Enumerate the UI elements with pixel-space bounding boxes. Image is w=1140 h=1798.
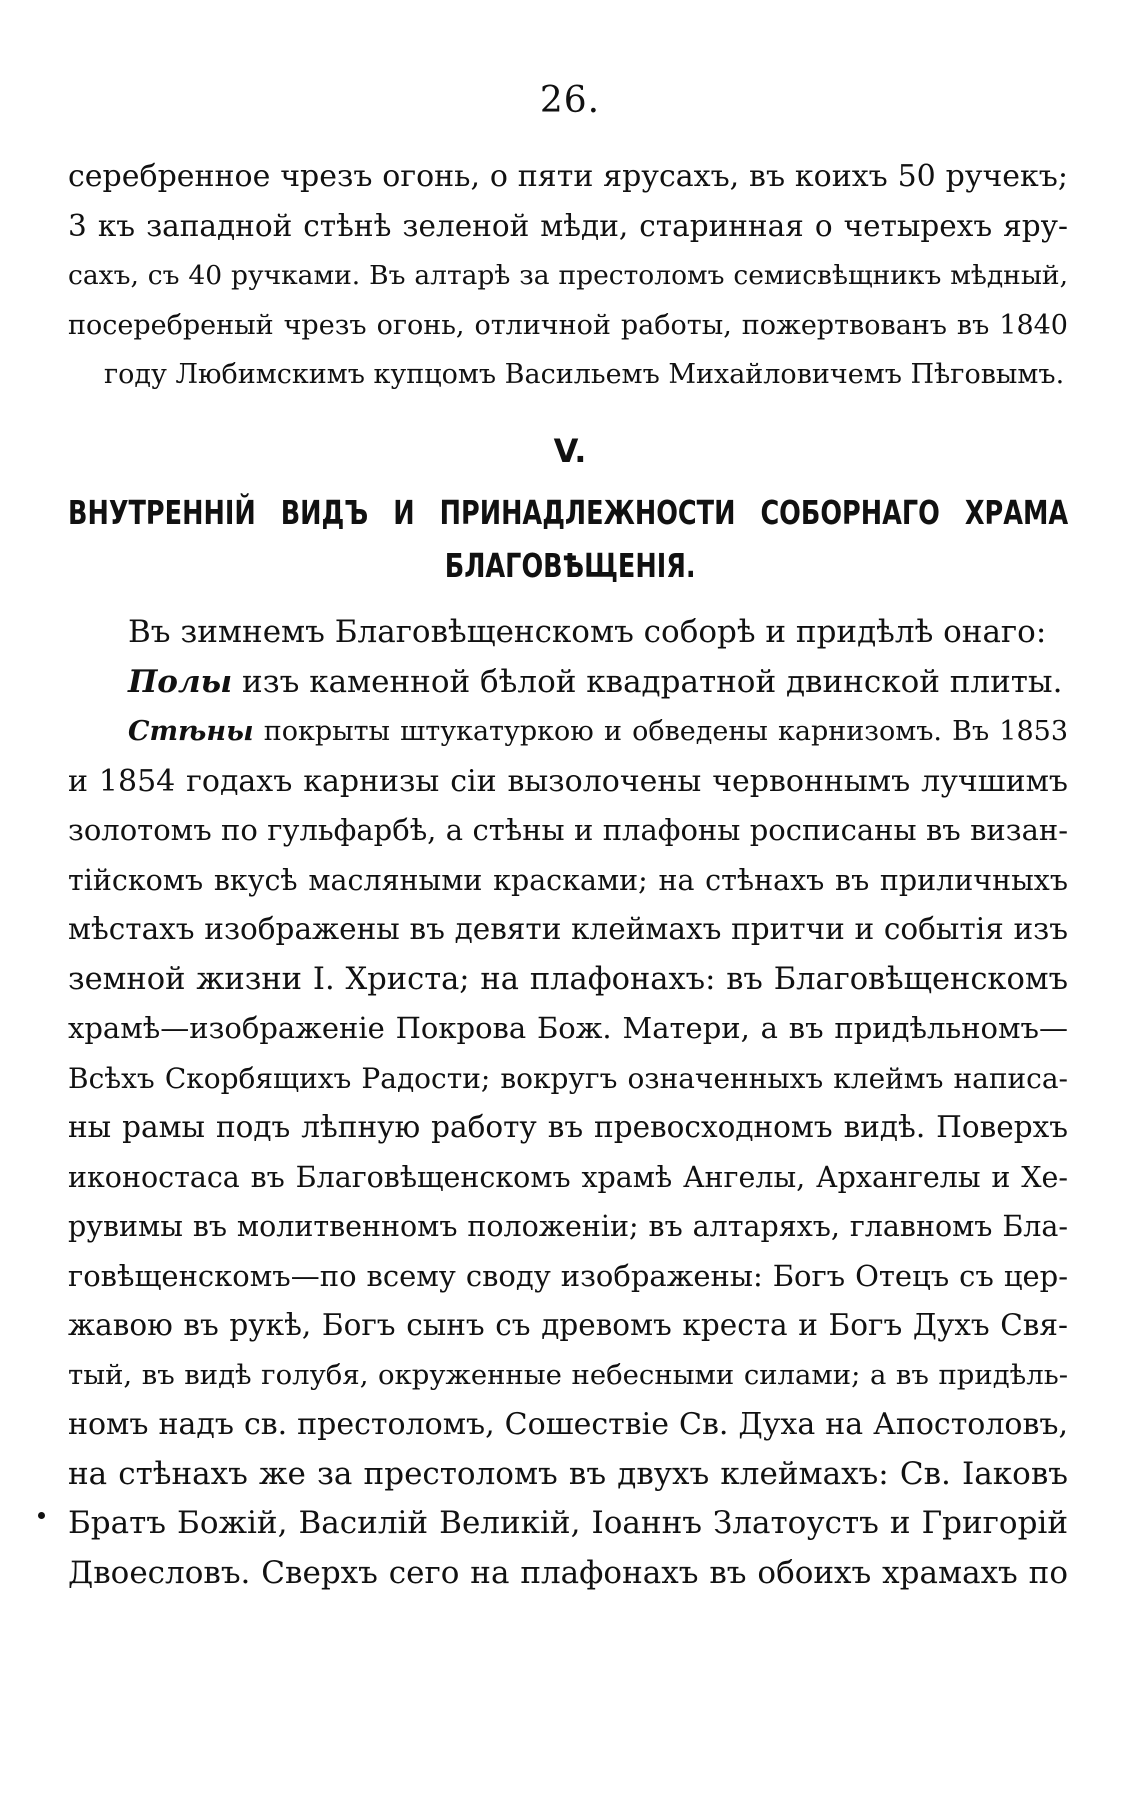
text-line: году Любимскимъ купцомъ Васильемъ Михайловичемъ Пѣговымъ. bbox=[104, 359, 1065, 390]
text-line: серебренное чрезъ огонь, о пяти ярусахъ, въ коихъ 50 ручекъ; bbox=[68, 159, 1068, 194]
text-line: мѣстахъ изображены въ девяти клеймахъ притчи и событія изъ bbox=[68, 912, 1068, 946]
text-line: ны рамы подъ лѣпную работу въ превосходномъ видѣ. Поверхъ bbox=[68, 1110, 1068, 1144]
walls-term: Стѣны bbox=[128, 716, 254, 747]
text-line: Двоесловъ. Сверхъ сего на плафонахъ въ обоихъ храмахъ по bbox=[68, 1554, 1068, 1591]
margin-mark bbox=[38, 1512, 45, 1519]
text-line: сахъ, съ 40 ручками. Въ алтарѣ за престоломъ семисвѣщникъ мѣдный, bbox=[68, 260, 1068, 291]
walls-text: покрыты штукатуркою и обведены карнизомъ. Въ 1853 bbox=[253, 716, 1068, 747]
text-line: жавою въ рукѣ, Богъ сынъ съ древомъ креста и Богъ Духъ Свя- bbox=[68, 1308, 1068, 1342]
floors-line bbox=[68, 658, 1068, 708]
floors-term: Полы bbox=[128, 663, 233, 700]
text-line: Всѣхъ Скорбящихъ Радости; вокругъ означенныхъ клеймъ написа- bbox=[68, 1061, 1068, 1095]
text-line: 3 къ западной стѣнѣ зеленой мѣди, старинная о четырехъ яру- bbox=[68, 208, 1068, 243]
text-line: Братъ Божій, Василій Великій, Іоаннъ Златоустъ и Григорій bbox=[68, 1505, 1068, 1541]
text-line: тый, въ видѣ голубя, окруженные небесными силами; а въ придѣль- bbox=[68, 1358, 1068, 1391]
section-title-line: БЛАГОВѢЩЕНІЯ. bbox=[444, 546, 696, 585]
intro-line: Въ зимнемъ Благовѣщенскомъ соборѣ и придѣлѣ онаго: bbox=[128, 614, 1047, 650]
text-line: тійскомъ вкусѣ масляными красками; на стѣнахъ въ приличныхъ bbox=[68, 863, 1068, 897]
text-line: золотомъ по гульфарбѣ, а стѣны и плафоны росписаны въ визан- bbox=[68, 813, 1068, 847]
section-number: V. bbox=[553, 432, 587, 470]
text-line: посеребреный чрезъ огонь, отличной работы, пожертвованъ въ 1840 bbox=[68, 309, 1068, 341]
text-line: иконостаса въ Благовѣщенскомъ храмѣ Ангелы, Архангелы и Хе- bbox=[68, 1160, 1068, 1194]
text-line: рувимы въ молитвенномъ положеніи; въ алтаряхъ, главномъ Бла- bbox=[68, 1210, 1068, 1243]
text-line: на стѣнахъ же за престоломъ въ двухъ клеймахъ: Св. Іаковъ bbox=[68, 1455, 1068, 1492]
text-line: говѣщенскомъ—по всему своду изображены: Богъ Отецъ съ цер- bbox=[68, 1258, 1068, 1293]
walls-line bbox=[68, 707, 1068, 757]
text-line: и 1854 годахъ карнизы сіи вызолочены червоннымъ лучшимъ bbox=[68, 763, 1068, 799]
top-paragraph bbox=[68, 152, 1068, 400]
floors-text: изъ каменной бѣлой квадратной двинской плиты. bbox=[232, 663, 1063, 700]
text-line: земной жизни І. Христа; на плафонахъ: въ Благовѣщенскомъ bbox=[68, 961, 1068, 997]
page-number: 26. bbox=[539, 80, 601, 121]
section-title-line: ВНУТРЕННІЙ ВИДЪ И ПРИНАДЛЕЖНОСТИ СОБОРНАГО ХРАМА bbox=[68, 493, 1069, 532]
body-paragraph bbox=[68, 608, 1068, 1598]
text-line: номъ надъ св. престоломъ, Сошествіе Св. Духа на Апостоловъ, bbox=[68, 1407, 1068, 1442]
text-line: храмѣ—изображеніе Покрова Бож. Матери, а въ придѣльномъ— bbox=[68, 1011, 1068, 1045]
